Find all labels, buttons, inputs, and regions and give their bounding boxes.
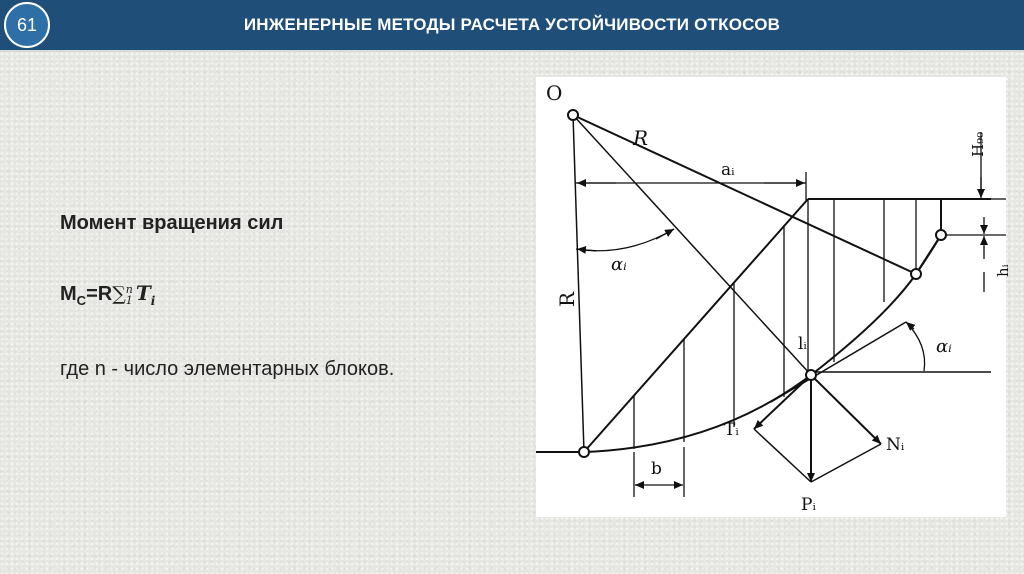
slide-number-badge: 61 <box>4 2 50 48</box>
arc-node <box>911 269 921 279</box>
label-radius-left: R <box>555 291 579 307</box>
label-b: b <box>651 459 662 479</box>
label-angle-right: αᵢ <box>936 336 952 357</box>
crest-node <box>936 230 946 240</box>
label-radius-top: R <box>633 126 649 150</box>
label-center: O <box>546 81 563 105</box>
block-base-node <box>806 370 816 380</box>
label-angle-left: αᵢ <box>611 254 627 275</box>
force-triangle-2 <box>811 444 881 482</box>
label-ti: Tᵢ <box>724 420 739 440</box>
angle-arc-right <box>906 322 925 371</box>
force-n-vector <box>811 375 881 444</box>
slope-stability-diagram <box>536 77 1012 517</box>
label-hi: hᵢ <box>994 264 1012 277</box>
angle-arc-left <box>576 229 674 251</box>
label-h90: H₉₀ <box>969 131 987 157</box>
formula-term-sub: i <box>150 294 156 308</box>
formula-lhs-sub: C <box>76 293 87 308</box>
sum-upper: n <box>125 282 133 296</box>
center-node <box>568 110 578 120</box>
force-triangle-1 <box>754 429 811 482</box>
sum-lower: 1 <box>125 293 133 307</box>
force-t-vector <box>754 375 811 429</box>
moment-formula <box>60 281 155 308</box>
slip-arc <box>584 235 941 452</box>
radius-top <box>573 115 916 274</box>
arc-end-segment <box>916 235 941 274</box>
diagram-svg <box>536 77 1012 517</box>
radius-to-block <box>573 115 811 375</box>
blocks-note: где n - число элементарных блоков. <box>60 358 395 380</box>
label-pi: Pᵢ <box>801 495 816 515</box>
label-arm: aᵢ <box>721 160 735 180</box>
label-li: lᵢ <box>798 334 807 354</box>
sum-symbol: ∑ <box>112 283 126 305</box>
radius-vertical <box>573 115 584 452</box>
sum-limits <box>126 284 133 306</box>
formula-term: T <box>135 281 151 305</box>
formula-lhs: M <box>60 283 77 305</box>
slide-title: ИНЖЕНЕРНЫЕ МЕТОДЫ РАСЧЕТА УСТОЙЧИВОСТИ ОТКОСОВ <box>243 15 781 34</box>
formula-eq: =R <box>86 283 113 305</box>
slope-surface <box>584 199 808 452</box>
label-ni: Nᵢ <box>886 435 905 455</box>
toe-node <box>579 447 589 457</box>
moment-heading: Момент вращения сил <box>60 212 284 234</box>
tangent-line <box>771 322 906 402</box>
